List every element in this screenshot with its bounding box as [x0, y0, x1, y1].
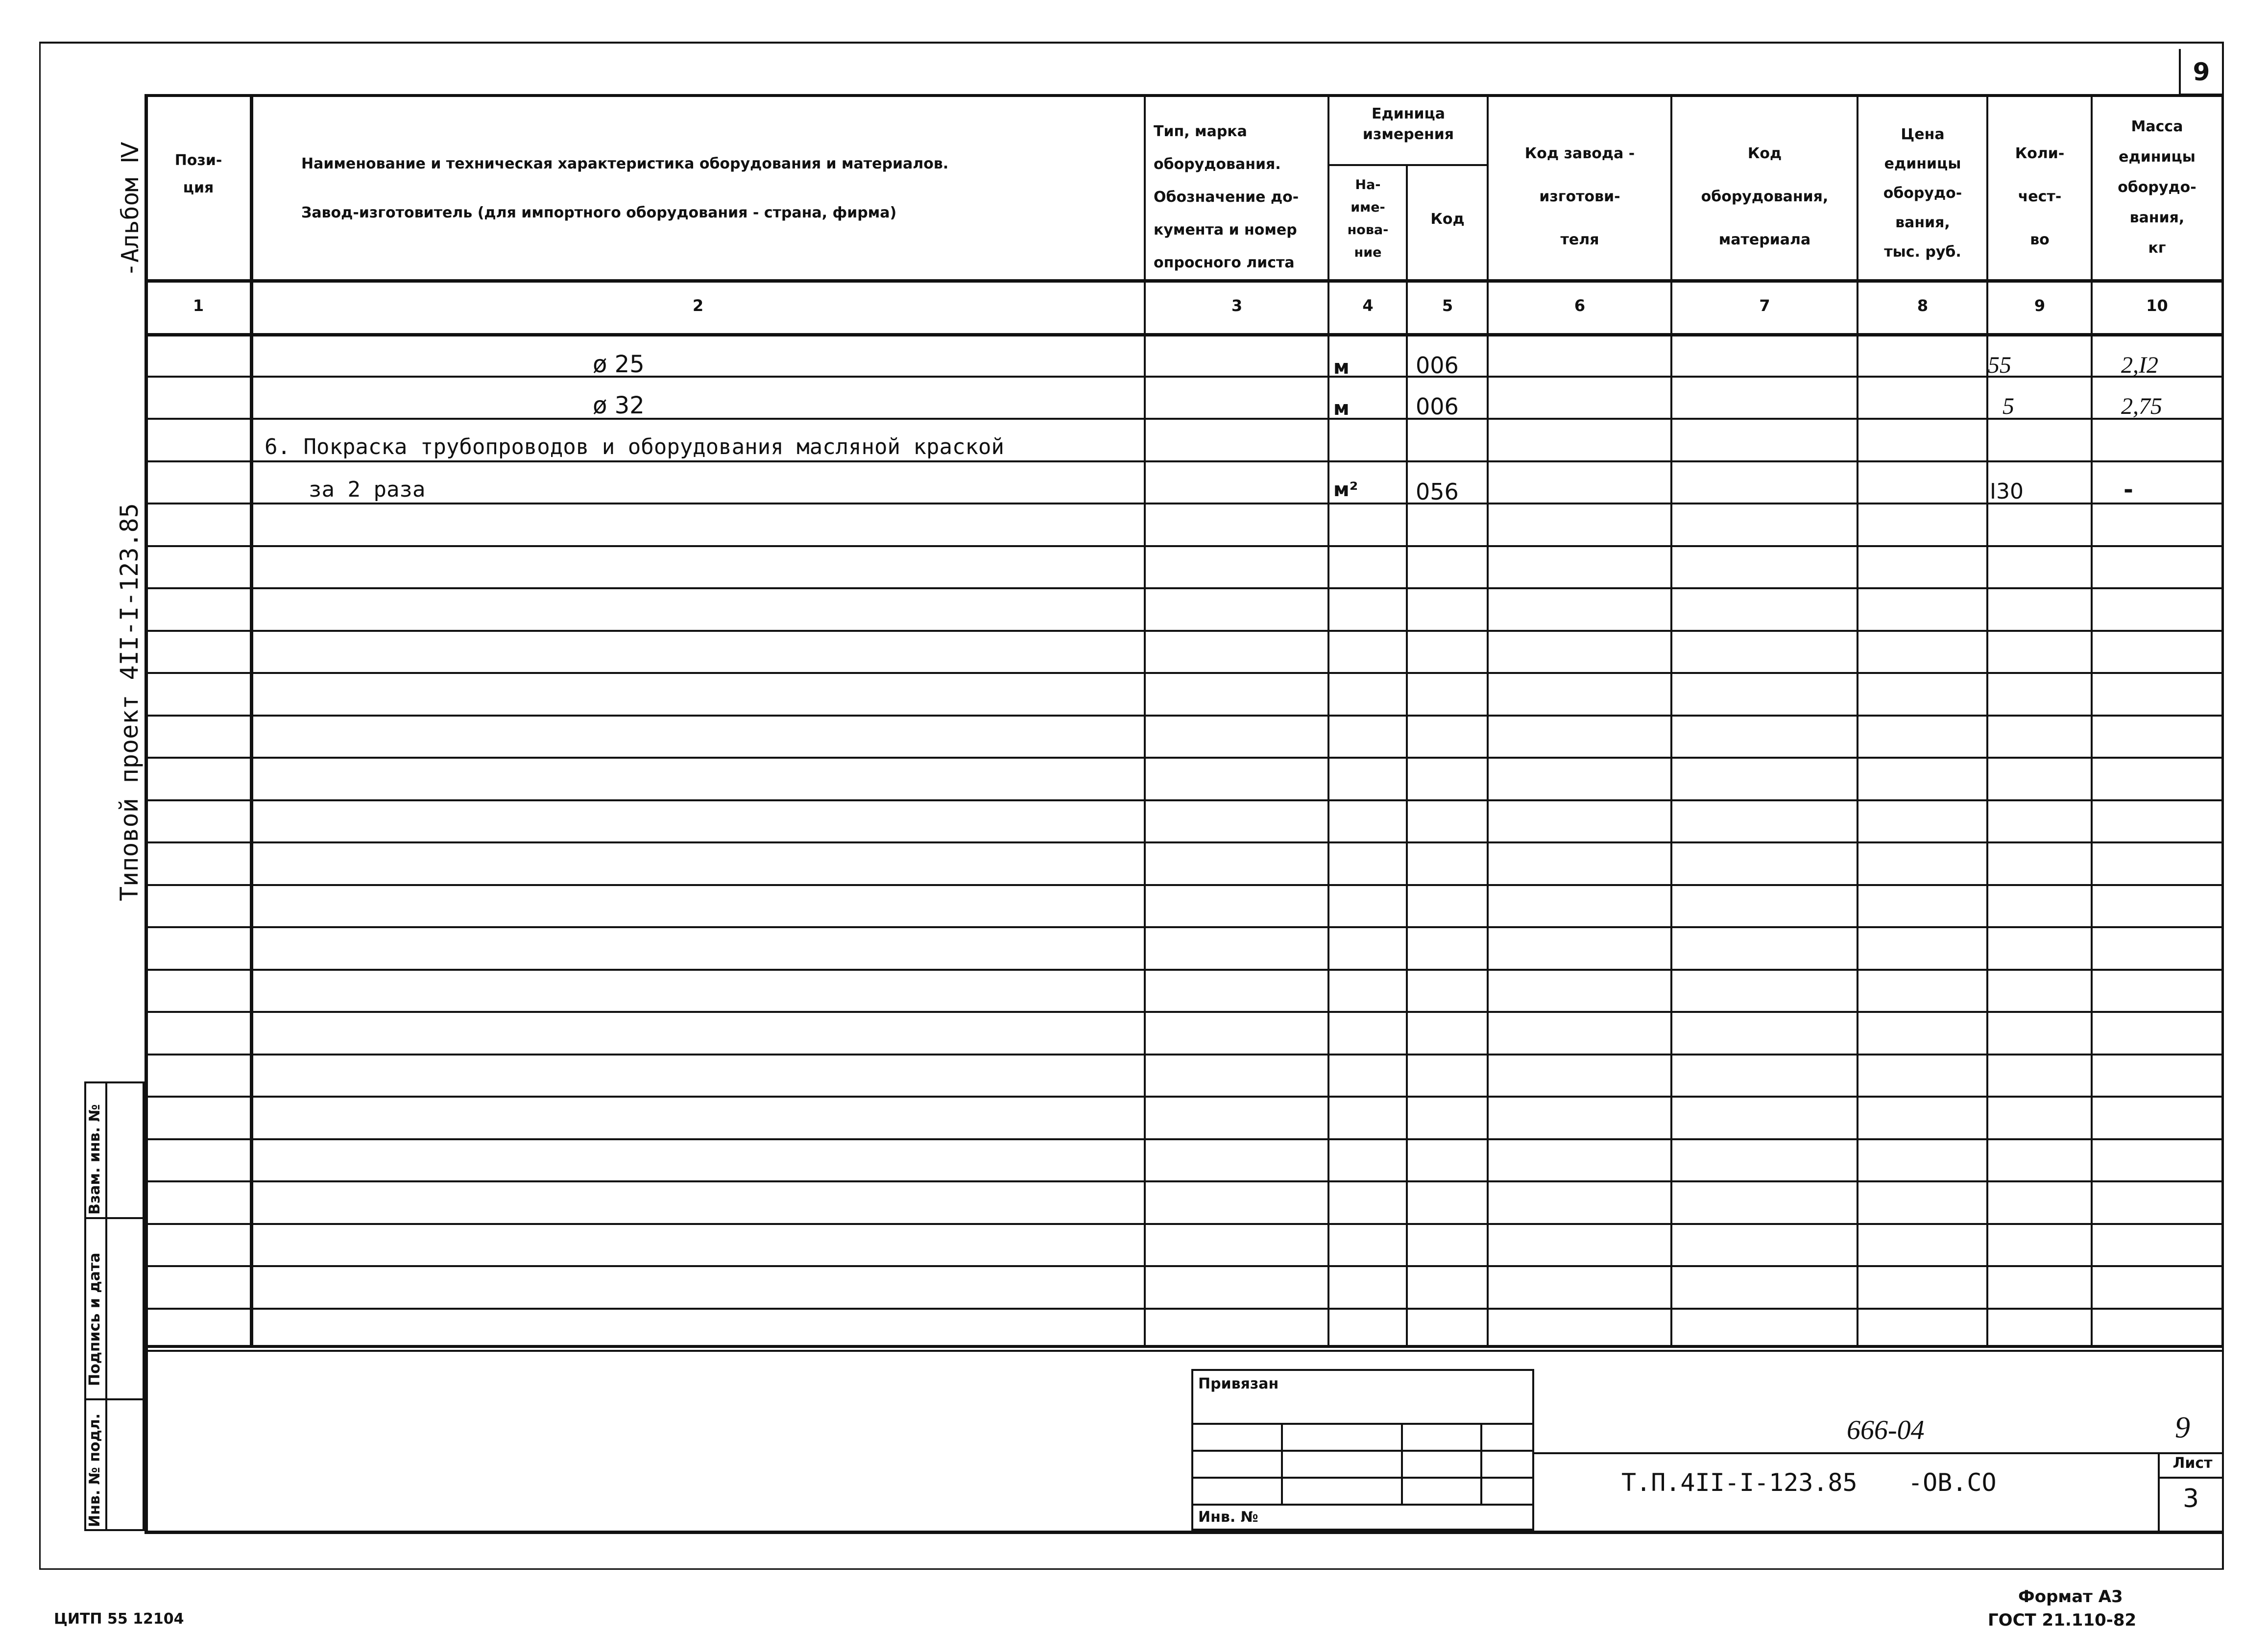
colnum-bottom-line — [145, 333, 2224, 336]
row-line — [145, 503, 2224, 504]
row-1-code: 006 — [1416, 352, 1459, 379]
header-col1: Пози- ция — [174, 152, 222, 196]
row-line — [145, 1308, 2224, 1310]
stamp-inner-line — [105, 1081, 107, 1531]
row-1-mass: 2,I2 — [2121, 352, 2158, 378]
bound-line-1 — [1191, 1423, 1534, 1425]
sheet-total-hand: 9 — [2175, 1411, 2190, 1444]
row-3-name: 6. Покраска трубопроводов и оборудования масляной краской — [265, 434, 1004, 459]
inv-label: Инв. № — [1198, 1509, 1258, 1526]
row-2-code: 006 — [1416, 393, 1459, 420]
row-line — [145, 1054, 2224, 1055]
bound-col-1 — [1281, 1423, 1283, 1504]
colnum-2: 2 — [692, 296, 704, 315]
header-col5: Код — [1430, 211, 1465, 228]
header-col10: Масса единицы оборудо- вания, кг — [2118, 118, 2196, 257]
stamp-label-inventory: Инв. № подл. — [86, 1413, 103, 1527]
row-line — [145, 672, 2224, 674]
row-line — [145, 1011, 2224, 1013]
row-4-unit: м² — [1333, 479, 1358, 501]
bound-line-3 — [1191, 1477, 1534, 1479]
title-top-line — [1534, 1452, 2224, 1454]
row-line — [145, 799, 2224, 801]
unit-group-split — [1327, 164, 1487, 166]
colnum-4: 4 — [1362, 296, 1374, 315]
header-col2: Наименование и техническая характеристика оборудования и материалов. Завод-изготовитель (для импортного оборудования - страна, фирма) — [301, 155, 949, 221]
sheet-label: Лист — [2172, 1455, 2213, 1472]
row-line — [145, 376, 2224, 378]
row-line — [145, 926, 2224, 928]
colnum-5: 5 — [1442, 296, 1453, 315]
row-4-mass: - — [2123, 476, 2133, 504]
row-line — [145, 1180, 2224, 1182]
row-line — [145, 715, 2224, 717]
row-line — [145, 418, 2224, 420]
row-line — [145, 630, 2224, 632]
colnum-10: 10 — [2146, 296, 2168, 315]
bottom-frame-line — [145, 1531, 2224, 1534]
row-4-name: за 2 раза — [309, 477, 426, 502]
row-line — [145, 545, 2224, 547]
stamp-label-replaced: Взам. инв. № — [86, 1104, 103, 1215]
header-col9: Коли- чест- во — [2015, 145, 2065, 248]
colnum-3: 3 — [1231, 296, 1243, 315]
colnum-7: 7 — [1759, 296, 1770, 315]
row-2-unit: м — [1333, 397, 1350, 420]
row-2-mass: 2,75 — [2121, 393, 2162, 419]
bound-col-2 — [1401, 1423, 1403, 1504]
row-2-name: ø 32 — [593, 392, 645, 419]
colnum-9: 9 — [2034, 296, 2046, 315]
row-4-code: 056 — [1416, 479, 1459, 505]
row-line — [145, 587, 2224, 589]
header-unit-group: Единица измерения — [1362, 105, 1454, 143]
stamp-split-2 — [84, 1398, 145, 1400]
title-sheet-split — [2158, 1477, 2224, 1479]
colnum-8: 8 — [1917, 296, 1929, 315]
footer-gost: ГОСТ 21.110-82 — [1988, 1610, 2137, 1630]
bound-line-2 — [1191, 1450, 1534, 1452]
row-line — [145, 1223, 2224, 1225]
header-col4: На- име- нова- ние — [1347, 177, 1389, 260]
row-1-unit: м — [1333, 356, 1350, 379]
col-divider-4 — [1406, 164, 1408, 1348]
row-2-qty: 5 — [2003, 393, 2014, 419]
document-code: Т.П.4II-I-123.85 — [1621, 1468, 1858, 1497]
bound-col-3 — [1480, 1423, 1482, 1504]
bound-label: Привязан — [1198, 1375, 1279, 1392]
row-line — [145, 1138, 2224, 1140]
colnum-1: 1 — [193, 296, 204, 315]
sheet-value: 3 — [2182, 1484, 2199, 1513]
document-suffix: -ОВ.СО — [1908, 1468, 1997, 1497]
row-line — [145, 884, 2224, 886]
handwritten-number: 666-04 — [1847, 1415, 1925, 1445]
header-col8: Цена единицы оборудо- вания, тыс. руб. — [1883, 126, 1962, 261]
header-col7: Код оборудования, материала — [1701, 145, 1829, 248]
corner-number: 9 — [2193, 58, 2210, 86]
row-1-name: ø 25 — [593, 351, 645, 378]
row-1-qty: 55 — [1988, 352, 2011, 378]
project-label: Типовой проект 4II-I-123.85 — [115, 503, 144, 901]
row-line — [145, 969, 2224, 971]
row-line — [145, 1350, 2224, 1352]
row-line — [145, 1096, 2224, 1098]
stamp-label-signature: Подпись и дата — [86, 1252, 103, 1386]
footer-left: ЦИТП 55 12104 — [54, 1610, 184, 1628]
colnum-6: 6 — [1574, 296, 1586, 315]
row-line — [145, 757, 2224, 759]
header-col3: Тип, марка оборудования. Обозначение до- кумента и номер опросного листа — [1154, 123, 1299, 271]
bound-line-4 — [1191, 1504, 1534, 1506]
stamp-split-1 — [84, 1217, 145, 1219]
row-line — [145, 1265, 2224, 1267]
header-col6: Код завода - изготови- теля — [1524, 145, 1635, 248]
header-bottom-line — [145, 279, 2224, 283]
album-label: -Альбом Ⅳ — [117, 142, 144, 277]
row-4-qty: I30 — [1990, 479, 2024, 504]
footer-format: Формат А3 — [2018, 1587, 2123, 1607]
row-line — [145, 841, 2224, 843]
